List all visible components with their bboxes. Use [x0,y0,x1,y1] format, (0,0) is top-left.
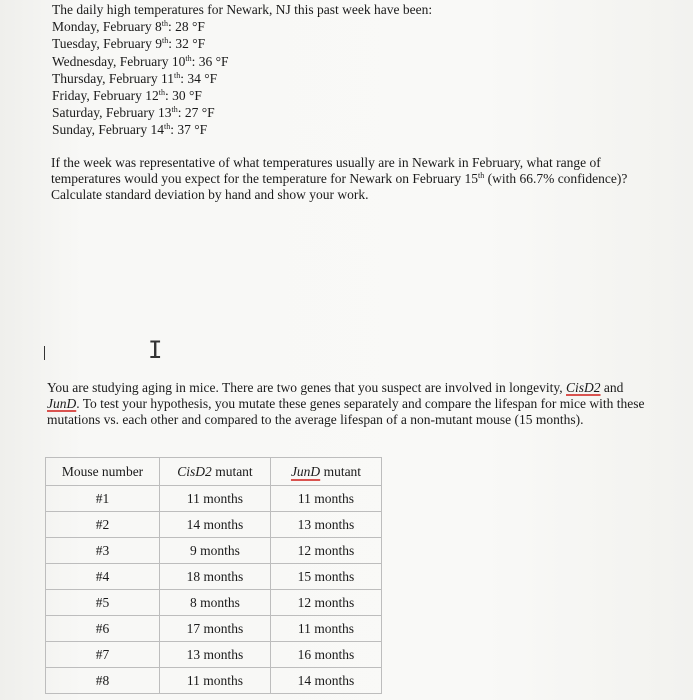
text-cursor [44,346,45,360]
temp-day-row: Friday, February 12th: 30 °F [52,88,202,104]
cisd2-cell: 9 months [160,538,271,564]
jund-cell: 15 months [271,564,382,590]
mouse-cell: #5 [46,590,160,616]
cisd2-cell: 13 months [160,642,271,668]
jund-cell: 11 months [271,486,382,512]
gene-cisd2: CisD2 [566,380,601,395]
cisd2-cell: 14 months [160,512,271,538]
header-mouse-number: Mouse number [46,458,160,486]
jund-cell: 14 months [271,668,382,694]
jund-cell: 11 months [271,616,382,642]
cisd2-cell: 8 months [160,590,271,616]
header-jund-mutant: JunD mutant [271,458,382,486]
cisd2-cell: 18 months [160,564,271,590]
lifespan-table [45,457,382,694]
cisd2-cell: 11 months [160,486,271,512]
table-row [46,642,382,668]
table-header-row [46,458,382,486]
jund-cell: 13 months [271,512,382,538]
temp-day-row: Tuesday, February 9th: 32 °F [52,36,206,52]
temp-day-row: Saturday, February 13th: 27 °F [52,105,215,121]
mouse-cell: #1 [46,486,160,512]
jund-cell: 12 months [271,538,382,564]
table-row [46,590,382,616]
temp-day-row: Monday, February 8th: 28 °F [52,19,205,35]
header-cisd2-mutant: CisD2 mutant [160,458,271,486]
mouse-cell: #6 [46,616,160,642]
temp-day-row: Sunday, February 14th: 37 °F [52,122,208,138]
table-row [46,512,382,538]
cisd2-cell: 17 months [160,616,271,642]
table-row [46,538,382,564]
table-row [46,486,382,512]
mouse-cell: #7 [46,642,160,668]
mouse-cell: #4 [46,564,160,590]
jund-cell: 12 months [271,590,382,616]
gene-jund: JunD [47,396,77,411]
mouse-cell: #8 [46,668,160,694]
cisd2-cell: 11 months [160,668,271,694]
mouse-cell: #2 [46,512,160,538]
table-row [46,616,382,642]
question-paragraph: If the week was representative of what temperatures usually are in Newark in February, what range of temperatures would you expect for the temperature for Newark on February 15th (with 66.7% confidence)? Calculate standard deviation by hand and show your work. [51,155,628,202]
table-row [46,668,382,694]
table-row [46,564,382,590]
temperature-heading: The daily high temperatures for Newark, NJ this past week have been: [52,2,433,17]
jund-cell: 16 months [271,642,382,668]
study-paragraph: You are studying aging in mice. There are two genes that you suspect are involved in longevity, CisD2 and JunD. To test your hypothesis, you mutate these genes separately and compare the lifespan for mice with these mutations vs. each other and compared to the average lifespan of a non-mutant mouse (15 months). [47,380,645,427]
temperature-list [52,1,432,139]
temp-day-row: Wednesday, February 10th: 36 °F [52,53,229,69]
mouse-cell: #3 [46,538,160,564]
temp-day-row: Thursday, February 11th: 34 °F [52,70,218,86]
ibeam-cursor-icon: I [148,336,163,364]
